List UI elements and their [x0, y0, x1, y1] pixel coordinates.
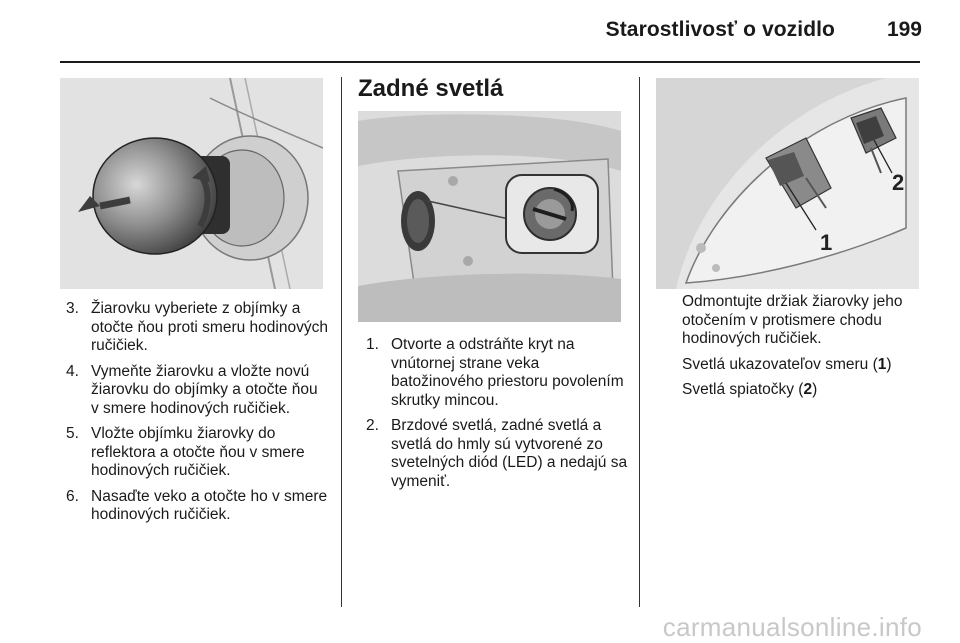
list-item: [66, 363, 328, 419]
step-text: Otvorte a odstráňte kryt na vnútornej strane veka batožinového priestoru povolením skrutky mincou.: [391, 336, 624, 409]
step-text: Vymeňte žiarovku a vložte novú žiarovku do objímky a otočte ňou v smere hodinových ručičiek.: [91, 362, 318, 417]
step-text: Nasaďte veko a otočte ho v smere hodinových ručičiek.: [91, 487, 328, 523]
step-number: 3.: [66, 300, 79, 317]
watermark: carmanualsonline.info: [662, 612, 922, 642]
rear-lights-steps: [366, 336, 628, 498]
bulb-replacement-steps: [66, 300, 328, 532]
paragraph-text: Svetlá ukazovateľov smeru (: [682, 355, 878, 373]
step-number: 5.: [66, 425, 79, 442]
tailgate-cover-illustration: [358, 111, 621, 322]
paragraph: Odmontujte držiak žiarovky jeho otočením v protismere chodu hodinových ručičiek.: [682, 293, 903, 347]
holder-instructions: [682, 293, 922, 407]
paragraph: [682, 356, 922, 375]
list-item: [66, 300, 328, 356]
page-header-title: Starostlivosť o vozidlo: [605, 18, 835, 41]
step-number: 4.: [66, 362, 79, 380]
paragraph-text: ): [812, 381, 818, 398]
bulb-removal-illustration: [60, 78, 323, 289]
step-text: Brzdové svetlá, zadné svetlá a svetlá do hmly sú vytvorené zo svetelných diód (LED) a nedajú sa vymeniť.: [391, 417, 628, 490]
step-number: 2.: [366, 417, 379, 434]
step-number: 1.: [366, 336, 379, 353]
column-divider-left: [341, 77, 342, 607]
page-number: 199: [886, 18, 922, 41]
header-rule: [60, 61, 920, 63]
section-heading: Zadné svetlá: [358, 75, 504, 102]
callout-reference: 2: [803, 381, 813, 398]
step-number: 6.: [66, 487, 79, 505]
paragraph-text: Svetlá spiatočky (: [682, 381, 804, 398]
list-item: [366, 336, 628, 410]
callout-2-label: 2: [892, 170, 905, 195]
paragraph-text: ): [886, 355, 892, 373]
step-text: Žiarovku vyberiete z objímky a otočte ňou proti smeru hodinových ručičiek.: [91, 300, 328, 354]
step-text: Vložte objímku žiarovky do reflektora a otočte ňou v smere hodinových ručičiek.: [91, 425, 305, 479]
list-item: [366, 417, 628, 491]
rear-lamp-holder-illustration: [656, 78, 919, 289]
list-item: [66, 425, 328, 481]
callout-reference: 1: [877, 355, 887, 373]
column-divider-right: [639, 77, 640, 607]
callout-1-label: 1: [820, 230, 833, 255]
paragraph: [682, 381, 922, 400]
list-item: [66, 488, 328, 525]
